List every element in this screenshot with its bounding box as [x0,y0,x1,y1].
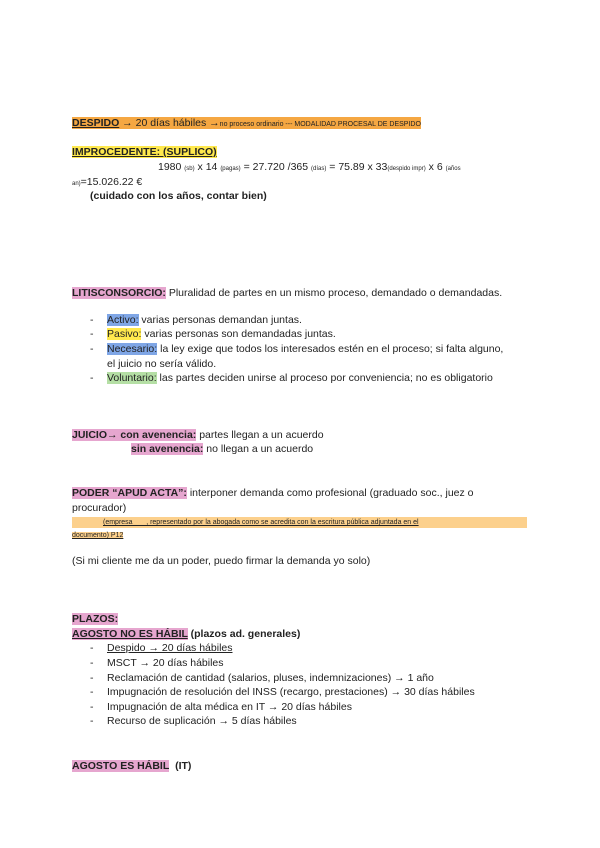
juicio-sin-label: sin avenencia: [131,443,204,455]
poder-small-1-text: (empresa ___, representado por la abogada como se acredita con la escritura pública adjuntada en el [103,519,419,526]
plazo-item-suplicacion [90,715,297,728]
calc-e-sub: (años [445,166,461,172]
plazo-item-msct [90,657,224,670]
text-activo: varias personas demandan juntas. [138,314,302,326]
bullet: - [90,715,94,727]
calc-cont-sub: an) [72,181,81,187]
bullet: - [90,314,94,326]
litisconsorcio-line [72,287,502,300]
agosto-si-rest: (IT) [175,760,192,772]
poder-small-2 [72,530,123,541]
improcedente-title [72,146,217,159]
calc-e: x 6 [425,161,446,173]
despido-line [72,117,421,131]
plazo-inss: Impugnación de resolución del INSS (recargo, prestaciones) → 30 días hábiles [107,686,475,698]
calc-b-sub: (pagas) [220,166,241,172]
agosto-si-line [72,760,191,773]
poder-label: PODER “APUD ACTA”: [72,487,187,499]
litis-item-necesario [90,343,503,356]
bullet: - [90,672,94,684]
juicio-label: JUICIO→ con avenencia: [72,429,197,441]
improcedente-calc-cont [72,176,142,191]
poder-text-cont: procurador) [72,502,127,514]
litis-item-activo [90,314,302,327]
juicio-sin-text: no llegan a un acuerdo [203,443,314,455]
calc-c: = 27.720 /365 [240,161,312,173]
plazos-title [72,613,118,626]
term-activo: Activo: [107,314,139,326]
agosto-no-label: AGOSTO NO ES HÁBIL [72,628,188,640]
bullet: - [90,642,94,654]
despido-arrow: → [119,117,136,129]
poder-small-2-text: documento) P12 [72,532,124,539]
despido-rest: no proceso ordinario --- MODALIDAD PROCESAL DE DESPIDO [219,121,421,128]
plazo-despido: Despido → 20 días hábiles [107,642,233,654]
juicio-line [72,429,324,442]
despido-arrow-2: → [206,117,220,129]
improcedente-calc [158,161,461,176]
juicio-sin-line [131,443,313,456]
bullet: - [90,686,94,698]
juicio-con-text: partes llegan a un acuerdo [196,429,324,441]
calc-total: =15.026.22 € [80,176,143,188]
calc-d: = 75.89 x 33 [326,161,388,173]
bullet: - [90,657,94,669]
text-pasivo: varias personas son demandadas juntas. [141,328,336,340]
litisconsorcio-def: Pluralidad de partes en un mismo proceso, demandado o demandadas. [165,287,503,299]
calc-d-sub: (despido impr) [387,166,426,172]
plazo-suplicacion: Recurso de suplicación → 5 días hábiles [107,715,297,727]
poder-note: (Si mi cliente me da un poder, puedo firmar la demanda yo solo) [72,555,371,567]
plazos-label: PLAZOS: [72,613,119,625]
bullet: - [90,701,94,713]
litis-item-voluntario [90,372,493,385]
poder-line [72,487,474,500]
text-voluntario: las partes deciden unirse al proceso por conveniencia; no es obligatorio [156,372,493,384]
calc-c-sub: (días) [311,166,327,172]
calc-a: 1980 [158,161,185,173]
plazo-item-reclamacion [90,672,434,685]
plazo-item-alta [90,701,352,714]
agosto-si-label: AGOSTO ES HÁBIL [72,760,170,772]
calc-a-sub: (sb) [184,166,195,172]
improcedente-label: IMPROCEDENTE: (SUPLICO) [72,146,217,158]
text-necesario: la ley exige que todos los interesados estén en el proceso; si falta alguno, [157,343,504,355]
despido-plazo: 20 días hábiles [135,117,207,129]
despido-label: DESPIDO [72,117,120,129]
term-pasivo: Pasivo: [107,328,142,340]
bullet: - [90,372,94,384]
litis-item-necesario-cont: el juicio no sería válido. [107,358,217,370]
term-necesario: Necesario: [107,343,158,355]
litis-item-pasivo [90,328,336,341]
plazo-reclamacion: Reclamación de cantidad (salarios, pluses, indemnizaciones) → 1 año [107,672,434,684]
litisconsorcio-label: LITISCONSORCIO: [72,287,166,299]
improcedente-note: (cuidado con los años, contar bien) [90,190,267,202]
plazo-msct: MSCT → 20 días hábiles [107,657,224,669]
calc-b: x 14 [194,161,221,173]
bullet: - [90,328,94,340]
agosto-no-line [72,628,300,641]
despido-highlight [72,117,421,129]
plazo-alta: Impugnación de alta médica en IT → 20 días hábiles [107,701,352,713]
poder-small-1 [72,517,527,528]
agosto-no-rest: (plazos ad. generales) [187,628,301,640]
plazo-item-despido [90,642,233,655]
bullet: - [90,343,94,355]
term-voluntario: Voluntario: [107,372,157,384]
poder-text: interponer demanda como profesional (graduado soc., juez o [186,487,474,499]
plazo-item-inss [90,686,475,699]
